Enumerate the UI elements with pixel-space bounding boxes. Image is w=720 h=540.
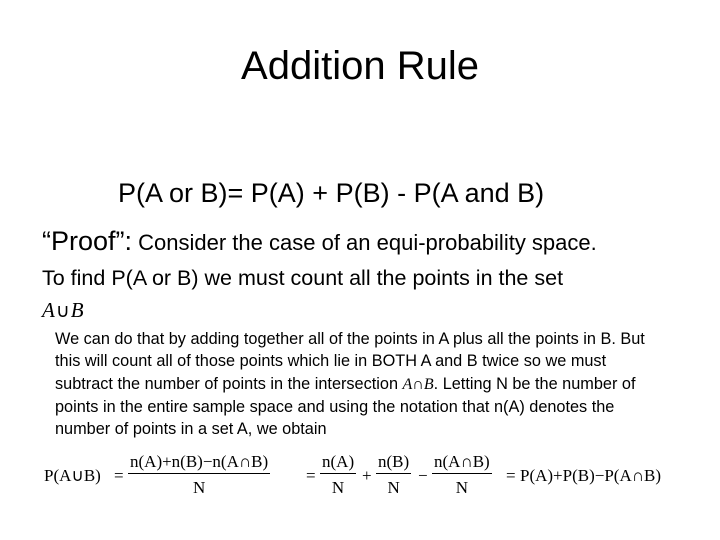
proof-text: Consider the case of an equi-probability space. bbox=[132, 230, 597, 255]
formula-equals-1: = bbox=[114, 466, 124, 485]
formula-minus: − bbox=[418, 466, 428, 485]
probability-formula bbox=[44, 452, 704, 508]
intersection-expression: A∩B bbox=[402, 375, 434, 393]
fraction-1-denominator: N bbox=[192, 478, 206, 497]
union-expression bbox=[42, 298, 84, 323]
fraction-3 bbox=[376, 452, 411, 498]
union-symbol: ∪ bbox=[55, 300, 70, 322]
find-text: To find P(A or B) we must count all the points in the set bbox=[42, 266, 564, 290]
fraction-3-denominator: N bbox=[387, 478, 400, 497]
paragraph-text-after: . Letting N be the number of points in the entire sample space and using the notation that n(A) denotes the number of points in a set A, we obtain bbox=[55, 374, 636, 439]
fraction-1-numerator: n(A)+n(B)−n(A∩B) bbox=[128, 452, 270, 474]
fraction-4-denominator: N bbox=[455, 478, 468, 497]
fraction-3-numerator: n(B) bbox=[376, 452, 411, 474]
set-a: A bbox=[42, 298, 55, 322]
addition-rule-statement: P(A or B)= P(A) + P(B) - P(A and B) bbox=[118, 178, 545, 208]
formula-plus: + bbox=[362, 466, 372, 485]
fraction-1 bbox=[128, 452, 270, 498]
fraction-2 bbox=[320, 452, 356, 498]
formula-lhs: P(A∪B) bbox=[44, 466, 101, 485]
fraction-4-numerator: n(A∩B) bbox=[432, 452, 492, 474]
slide-title: Addition Rule bbox=[241, 44, 479, 88]
proof-line bbox=[42, 226, 597, 257]
formula-equals-2: = bbox=[306, 466, 316, 485]
paragraph-text-before: We can do that by adding together all of the points in A plus all the points in B. But this will count all of those points which lie in BOTH A and B twice so we must subtract the number of points in the intersection bbox=[55, 330, 645, 393]
fraction-4 bbox=[432, 452, 492, 498]
fraction-2-denominator: N bbox=[331, 478, 345, 497]
proof-label: “Proof”: bbox=[42, 226, 133, 256]
set-b: B bbox=[70, 298, 84, 322]
explanation-paragraph bbox=[55, 328, 655, 440]
fraction-2-numerator: n(A) bbox=[320, 452, 356, 474]
formula-rhs: P(A)+P(B)−P(A∩B) bbox=[520, 466, 662, 485]
formula-equals-3: = bbox=[506, 466, 516, 485]
